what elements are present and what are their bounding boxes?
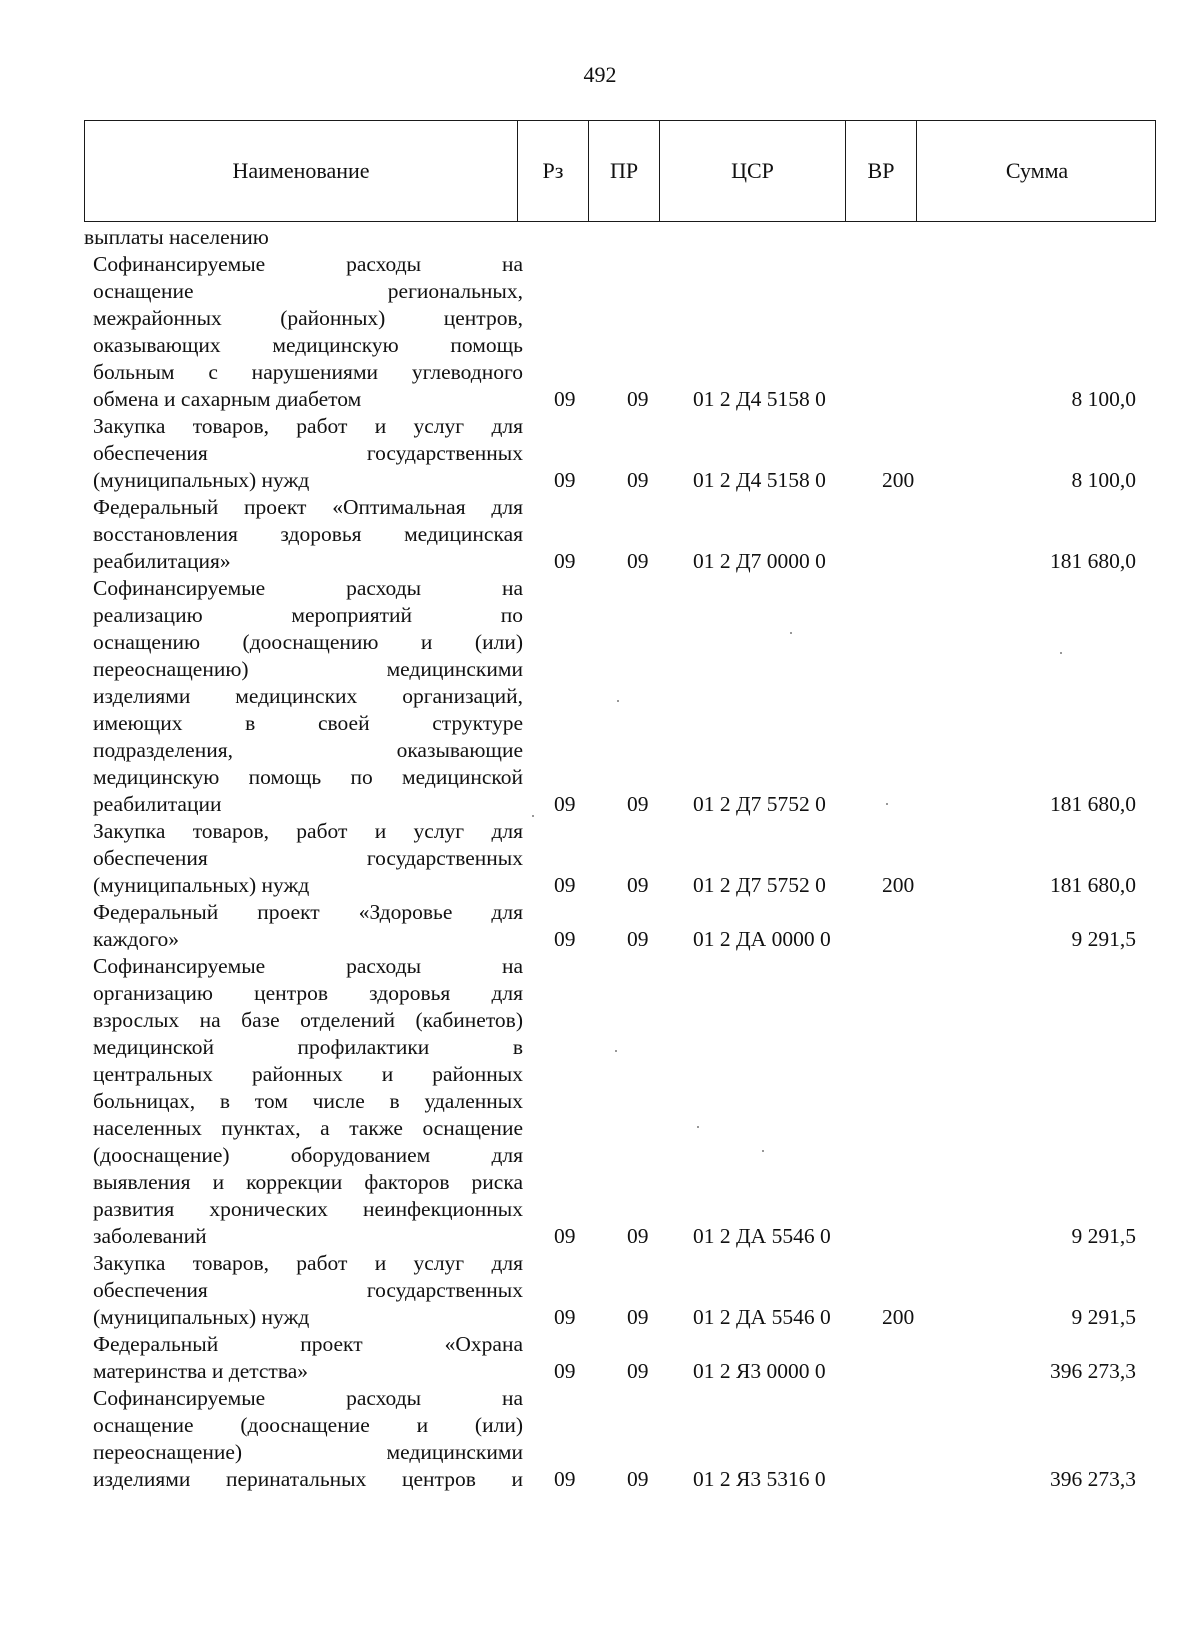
row-csr: 01 2 ДА 0000 0 bbox=[693, 927, 831, 951]
row-pr: 09 bbox=[627, 1305, 649, 1329]
row-name-line: изделиями перинатальных центров и bbox=[93, 1467, 523, 1491]
row-sum: 9 291,5 bbox=[1071, 1305, 1136, 1329]
row-sum: 181 680,0 bbox=[1050, 792, 1136, 816]
header-sum: Сумма bbox=[916, 121, 1157, 221]
row-rz: 09 bbox=[554, 1467, 576, 1491]
row-sum: 9 291,5 bbox=[1071, 1224, 1136, 1248]
row-csr: 01 2 Д7 0000 0 bbox=[693, 549, 826, 573]
table-header bbox=[84, 120, 1156, 222]
row-rz: 09 bbox=[554, 792, 576, 816]
row-csr: 01 2 Д7 5752 0 bbox=[693, 873, 826, 897]
row-name-line: медицинскую помощь по медицинской bbox=[93, 765, 523, 789]
scan-speck bbox=[532, 815, 534, 817]
row-sum: 8 100,0 bbox=[1071, 387, 1136, 411]
scan-speck bbox=[615, 1050, 617, 1052]
row-pr: 09 bbox=[627, 1224, 649, 1248]
row-csr: 01 2 Я3 5316 0 bbox=[693, 1467, 826, 1491]
row-sum: 396 273,3 bbox=[1050, 1467, 1136, 1491]
row-name-line: имеющих в своей структуре bbox=[93, 711, 523, 735]
row-name-line: обеспечения государственных bbox=[93, 1278, 523, 1302]
row-name-line: подразделения, оказывающие bbox=[93, 738, 523, 762]
row-name-line: (дооснащение) оборудованием для bbox=[93, 1143, 523, 1167]
row-rz: 09 bbox=[554, 873, 576, 897]
row-name-line: восстановления здоровья медицинская bbox=[93, 522, 523, 546]
row-csr: 01 2 ДА 5546 0 bbox=[693, 1224, 831, 1248]
row-name-line: обеспечения государственных bbox=[93, 846, 523, 870]
row-name-line: (муниципальных) нужд bbox=[93, 468, 310, 492]
row-name-line: материнства и детства» bbox=[93, 1359, 308, 1383]
row-sum: 9 291,5 bbox=[1071, 927, 1136, 951]
row-name-line: взрослых на базе отделений (кабинетов) bbox=[93, 1008, 523, 1032]
row-name-line: (муниципальных) нужд bbox=[93, 1305, 310, 1329]
header-csr: ЦСР bbox=[659, 121, 845, 221]
row-vr: 200 bbox=[882, 873, 915, 897]
row-pr: 09 bbox=[627, 468, 649, 492]
row-name-line: оказывающих медицинскую помощь bbox=[93, 333, 523, 357]
row-pr: 09 bbox=[627, 1359, 649, 1383]
row-name-line: переоснащению) медицинскими bbox=[93, 657, 523, 681]
scan-speck bbox=[886, 803, 888, 805]
row-name-line: больным с нарушениями углеводного bbox=[93, 360, 523, 384]
row-csr: 01 2 ДА 5546 0 bbox=[693, 1305, 831, 1329]
scan-speck bbox=[697, 1126, 699, 1128]
row-name-line: Федеральный проект «Охрана bbox=[93, 1332, 523, 1356]
row-name-line: Софинансируемые расходы на bbox=[93, 576, 523, 600]
row-pr: 09 bbox=[627, 549, 649, 573]
row-name-line: обмена и сахарным диабетом bbox=[93, 387, 362, 411]
row-name-line: переоснащение) медицинскими bbox=[93, 1440, 523, 1464]
row-name-line: оснащение региональных, bbox=[93, 279, 523, 303]
page-number: 492 bbox=[583, 62, 617, 87]
row-pr: 09 bbox=[627, 873, 649, 897]
continuation-line: выплаты населению bbox=[84, 225, 269, 249]
row-rz: 09 bbox=[554, 1359, 576, 1383]
row-name-line: заболеваний bbox=[93, 1224, 207, 1248]
scan-speck bbox=[617, 700, 619, 702]
row-name-line: Софинансируемые расходы на bbox=[93, 954, 523, 978]
row-name-line: Закупка товаров, работ и услуг для bbox=[93, 819, 523, 843]
row-name-line: Федеральный проект «Здоровье для bbox=[93, 900, 523, 924]
row-name-line: реабилитации bbox=[93, 792, 222, 816]
row-name-line: организацию центров здоровья для bbox=[93, 981, 523, 1005]
row-name-line: центральных районных и районных bbox=[93, 1062, 523, 1086]
row-name-line: населенных пунктах, а также оснащение bbox=[93, 1116, 523, 1140]
row-name-line: каждого» bbox=[93, 927, 179, 951]
row-name-line: выявления и коррекции факторов риска bbox=[93, 1170, 523, 1194]
row-rz: 09 bbox=[554, 1305, 576, 1329]
row-rz: 09 bbox=[554, 1224, 576, 1248]
row-sum: 396 273,3 bbox=[1050, 1359, 1136, 1383]
row-csr: 01 2 Д7 5752 0 bbox=[693, 792, 826, 816]
row-pr: 09 bbox=[627, 1467, 649, 1491]
row-name-line: оснащение (дооснащение и (или) bbox=[93, 1413, 523, 1437]
row-csr: 01 2 Д4 5158 0 bbox=[693, 387, 826, 411]
row-name-line: больницах, в том числе в удаленных bbox=[93, 1089, 523, 1113]
scan-speck bbox=[762, 1150, 764, 1152]
row-rz: 09 bbox=[554, 549, 576, 573]
row-sum: 181 680,0 bbox=[1050, 873, 1136, 897]
row-pr: 09 bbox=[627, 792, 649, 816]
row-name-line: развития хронических неинфекционных bbox=[93, 1197, 523, 1221]
row-name-line: реализацию мероприятий по bbox=[93, 603, 523, 627]
row-name-line: Софинансируемые расходы на bbox=[93, 252, 523, 276]
header-name: Наименование bbox=[232, 158, 370, 183]
row-name-line: Закупка товаров, работ и услуг для bbox=[93, 414, 523, 438]
row-name-line: Софинансируемые расходы на bbox=[93, 1386, 523, 1410]
row-name-line: Федеральный проект «Оптимальная для bbox=[93, 495, 523, 519]
row-name-line: (муниципальных) нужд bbox=[93, 873, 310, 897]
row-name-line: оснащению (дооснащению и (или) bbox=[93, 630, 523, 654]
row-csr: 01 2 Д4 5158 0 bbox=[693, 468, 826, 492]
row-rz: 09 bbox=[554, 387, 576, 411]
row-pr: 09 bbox=[627, 927, 649, 951]
scan-speck bbox=[790, 632, 792, 634]
row-name-line: Закупка товаров, работ и услуг для bbox=[93, 1251, 523, 1275]
row-name-line: обеспечения государственных bbox=[93, 441, 523, 465]
row-sum: 181 680,0 bbox=[1050, 549, 1136, 573]
header-pr: ПР bbox=[588, 121, 659, 221]
row-rz: 09 bbox=[554, 468, 576, 492]
header-rz: Рз bbox=[517, 121, 588, 221]
row-vr: 200 bbox=[882, 1305, 915, 1329]
row-rz: 09 bbox=[554, 927, 576, 951]
row-name-line: межрайонных (районных) центров, bbox=[93, 306, 523, 330]
row-name-line: изделиями медицинских организаций, bbox=[93, 684, 523, 708]
row-sum: 8 100,0 bbox=[1071, 468, 1136, 492]
row-name-line: медицинской профилактики в bbox=[93, 1035, 523, 1059]
row-pr: 09 bbox=[627, 387, 649, 411]
header-vr: ВР bbox=[845, 121, 916, 221]
row-vr: 200 bbox=[882, 468, 915, 492]
scan-speck bbox=[1060, 652, 1062, 654]
row-name-line: реабилитация» bbox=[93, 549, 231, 573]
row-csr: 01 2 Я3 0000 0 bbox=[693, 1359, 826, 1383]
